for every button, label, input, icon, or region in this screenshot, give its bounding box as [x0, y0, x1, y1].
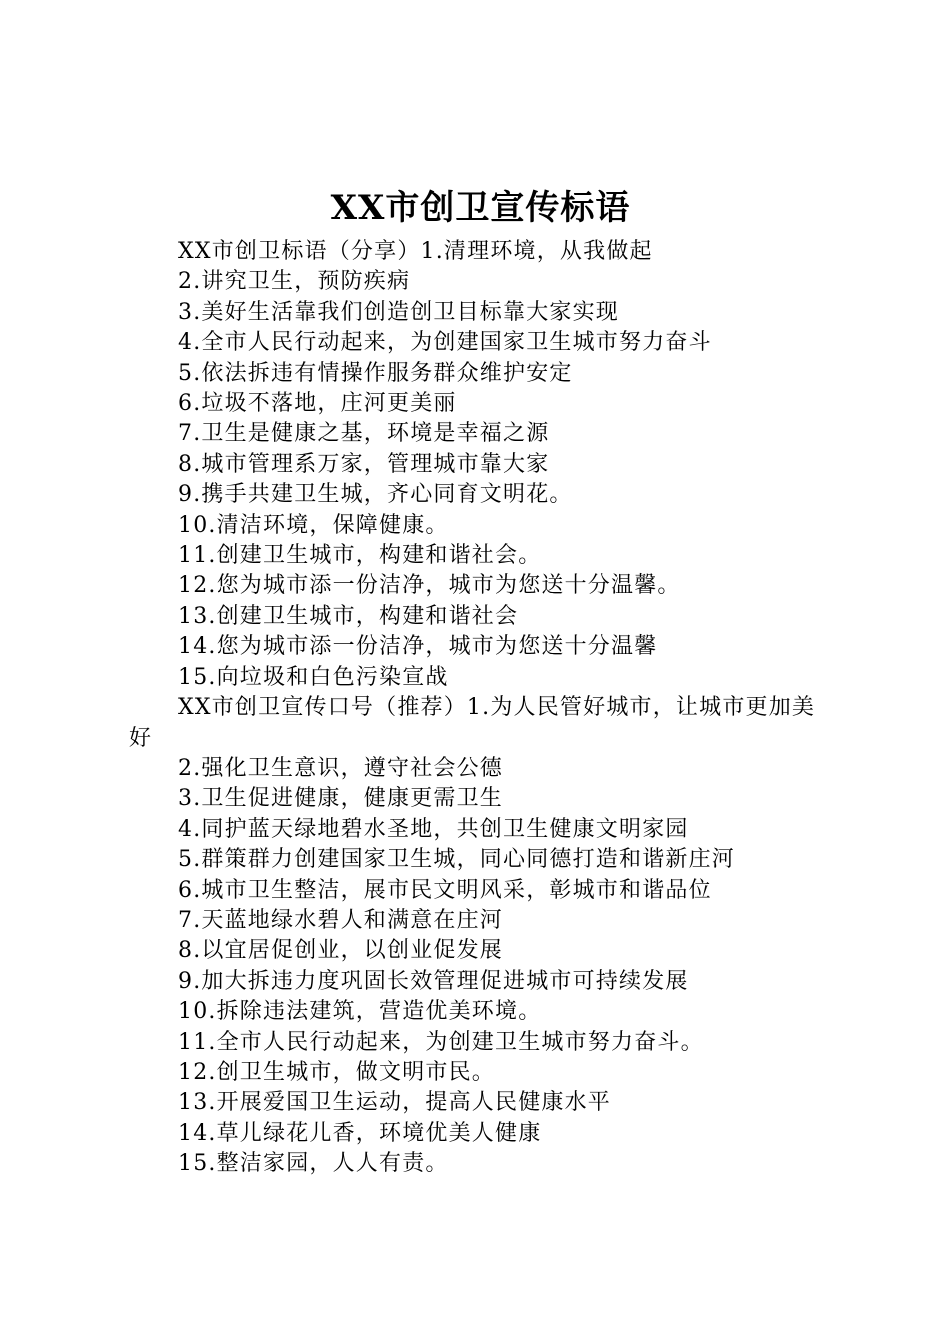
paragraph: 15.整洁家园，人人有责。 — [178, 1151, 449, 1177]
paragraph: 2.讲究卫生，预防疾病 — [178, 269, 411, 295]
paragraph: 11.全市人民行动起来，为创建卫生城市努力奋斗。 — [178, 1029, 704, 1055]
paragraph: XX市创卫标语（分享）1.清理环境，从我做起 — [178, 239, 653, 264]
paragraph: 13.创建卫生城市，构建和谐社会 — [178, 603, 519, 629]
paragraph: 12.创卫生城市，做文明市民。 — [178, 1059, 495, 1085]
document-title: XX市创卫宣传标语 — [330, 188, 631, 228]
document-body — [129, 237, 832, 1180]
paragraph: 6.垃圾不落地，庄河更美丽 — [178, 391, 457, 417]
paragraph: XX市创卫宣传口号（推荐）1.为人民管好城市，让城市更加美好 — [129, 695, 816, 751]
paragraph: 8.以宜居促创业，以创业促发展 — [178, 938, 503, 964]
paragraph: 10.清洁环境，保障健康。 — [178, 512, 449, 538]
paragraph: 7.卫生是健康之基，环境是幸福之源 — [178, 421, 550, 447]
paragraph: 12.您为城市添一份洁净，城市为您送十分温馨。 — [178, 573, 681, 599]
paragraph: 3.美好生活靠我们创造创卫目标靠大家实现 — [178, 299, 619, 325]
paragraph: 14.草儿绿花儿香，环境优美人健康 — [178, 1120, 542, 1146]
paragraph: 7.天蓝地绿水碧人和满意在庄河 — [178, 907, 503, 933]
paragraph: 4.同护蓝天绿地碧水圣地，共创卫生健康文明家园 — [178, 816, 689, 842]
paragraph: 3.卫生促进健康，健康更需卫生 — [178, 786, 503, 812]
paragraph: 15.向垃圾和白色污染宣战 — [178, 664, 449, 690]
paragraph: 11.创建卫生城市，构建和谐社会。 — [178, 543, 542, 569]
paragraph: 4.全市人民行动起来，为创建国家卫生城市努力奋斗 — [178, 330, 712, 356]
paragraph: 8.城市管理系万家，管理城市靠大家 — [178, 451, 550, 477]
paragraph: 9.加大拆违力度巩固长效管理促进城市可持续发展 — [178, 968, 689, 994]
paragraph: 2.强化卫生意识，遵守社会公德 — [178, 755, 503, 781]
paragraph: 14.您为城市添一份洁净，城市为您送十分温馨 — [178, 634, 658, 660]
paragraph: 13.开展爱国卫生运动，提高人民健康水平 — [178, 1090, 611, 1116]
paragraph: 5.依法拆违有情操作服务群众维护安定 — [178, 360, 573, 386]
paragraph: 6.城市卫生整洁，展市民文明风采，彰城市和谐品位 — [178, 877, 712, 903]
paragraph: 9.携手共建卫生城，齐心同育文明花。 — [178, 482, 573, 508]
paragraph: 10.拆除违法建筑，营造优美环境。 — [178, 999, 542, 1025]
paragraph: 5.群策群力创建国家卫生城，同心同德打造和谐新庄河 — [178, 847, 735, 873]
